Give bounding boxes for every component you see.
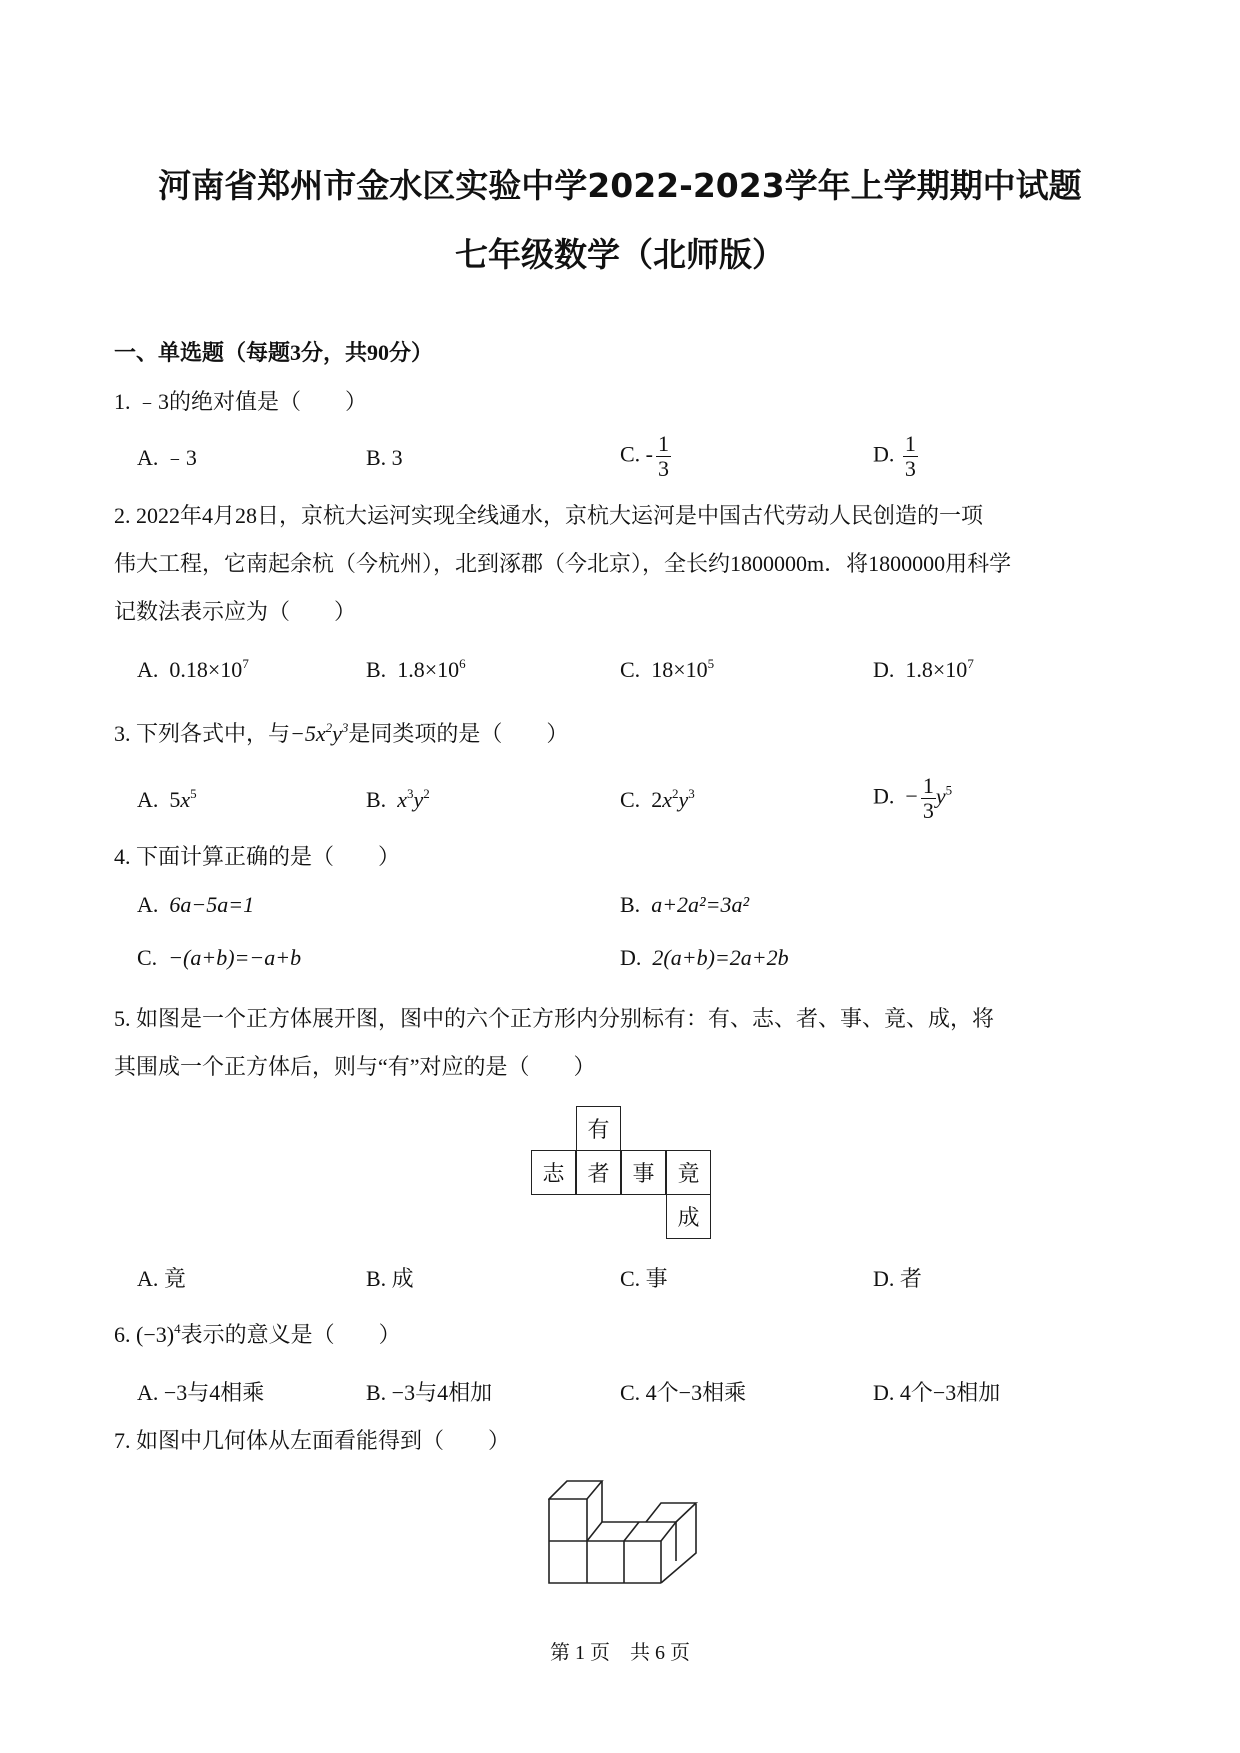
- q2-option-b: B. $1.8\times 10^6$: [366, 656, 466, 682]
- net-cell: 成: [666, 1194, 711, 1239]
- net-cell: 事: [621, 1150, 666, 1195]
- q6-option-d: D. 4个−3相加: [873, 1380, 1001, 1405]
- net-cell: 志: [531, 1150, 576, 1195]
- exam-title: 河南省郑州市金水区实验中学2022-2023学年上学期期中试题: [158, 166, 1082, 205]
- question-6: 6. $(-3)^4$表示的意义是（ ）: [114, 1321, 401, 1347]
- q6-option-a: A. −3与4相乘: [137, 1380, 265, 1405]
- q4-option-b: B. a+2a²=3a²: [620, 892, 750, 917]
- question-2-line-1: 2. 2022年4月28日，京杭大运河实现全线通水，京杭大运河是中国古代劳动人民创造的一项: [114, 503, 984, 528]
- q6-option-c: C. 4个−3相乘: [620, 1380, 747, 1405]
- question-4: 4. 下面计算正确的是（ ）: [114, 844, 401, 869]
- q3-option-c: C. $2x^2y^3$: [620, 786, 695, 812]
- question-5-line-2: 其围成一个正方体后，则与“有”对应的是（ ）: [114, 1054, 596, 1079]
- q3-option-d: D. − $\frac{1}{3}$ $y^5$: [873, 773, 953, 823]
- q5-option-c: C. 事: [620, 1266, 668, 1291]
- q5-option-d: D. 者: [873, 1266, 922, 1291]
- q2-option-c: C. $18\times 10^5$: [620, 656, 715, 682]
- question-7: 7. 如图中几何体从左面看能得到（ ）: [114, 1428, 511, 1453]
- q2-option-d: D. $1.8\times 10^7$: [873, 656, 974, 682]
- q3-option-a: A. $5x^5$: [137, 786, 197, 812]
- q1-option-b: B. 3: [366, 445, 403, 470]
- net-cell: 有: [576, 1106, 621, 1151]
- exam-subtitle: 七年级数学（北师版）: [455, 235, 785, 274]
- question-1: 1. ﹣3的绝对值是（ ）: [114, 389, 368, 414]
- question-2-line-3: 记数法表示应为（ ）: [114, 599, 357, 624]
- q1-option-c: C. - $\frac{1}{3}$: [620, 431, 669, 481]
- q6-option-b: B. −3与4相加: [366, 1380, 493, 1405]
- q2-option-a: A. $0.18\times 10^7$: [137, 656, 249, 682]
- net-cell: 竟: [666, 1150, 711, 1195]
- q4-option-c: C. −(a+b)=−a+b: [137, 945, 302, 970]
- question-2-line-2: 伟大工程，它南起余杭（今杭州），北到涿郡（今北京），全长约1800000m．将1800000用科学: [114, 551, 1012, 576]
- section-heading: 一、单选题（每题3分，共90分）: [114, 340, 434, 365]
- net-cell: 者: [576, 1150, 621, 1195]
- q4-option-a: A. 6a−5a=1: [137, 892, 255, 917]
- page-footer: 第 1 页 共 6 页: [550, 1642, 690, 1664]
- question-5-line-1: 5. 如图是一个正方体展开图，图中的六个正方形内分别标有：有、志、者、事、竟、成，将: [114, 1006, 995, 1031]
- question-3: 3. 下列各式中，与$-5x^2y^3$是同类项的是（ ）: [114, 720, 569, 746]
- q4-option-d: D. 2(a+b)=2a+2b: [620, 945, 789, 970]
- q1-option-a: A. ﹣3: [137, 445, 197, 470]
- q3-option-b: B. $x^3y^2$: [366, 786, 430, 812]
- q5-option-a: A. 竟: [137, 1266, 186, 1291]
- q5-option-b: B. 成: [366, 1266, 414, 1291]
- cube-stack-figure: [548, 1480, 700, 1586]
- q1-option-d: D. $\frac{1}{3}$: [873, 431, 916, 481]
